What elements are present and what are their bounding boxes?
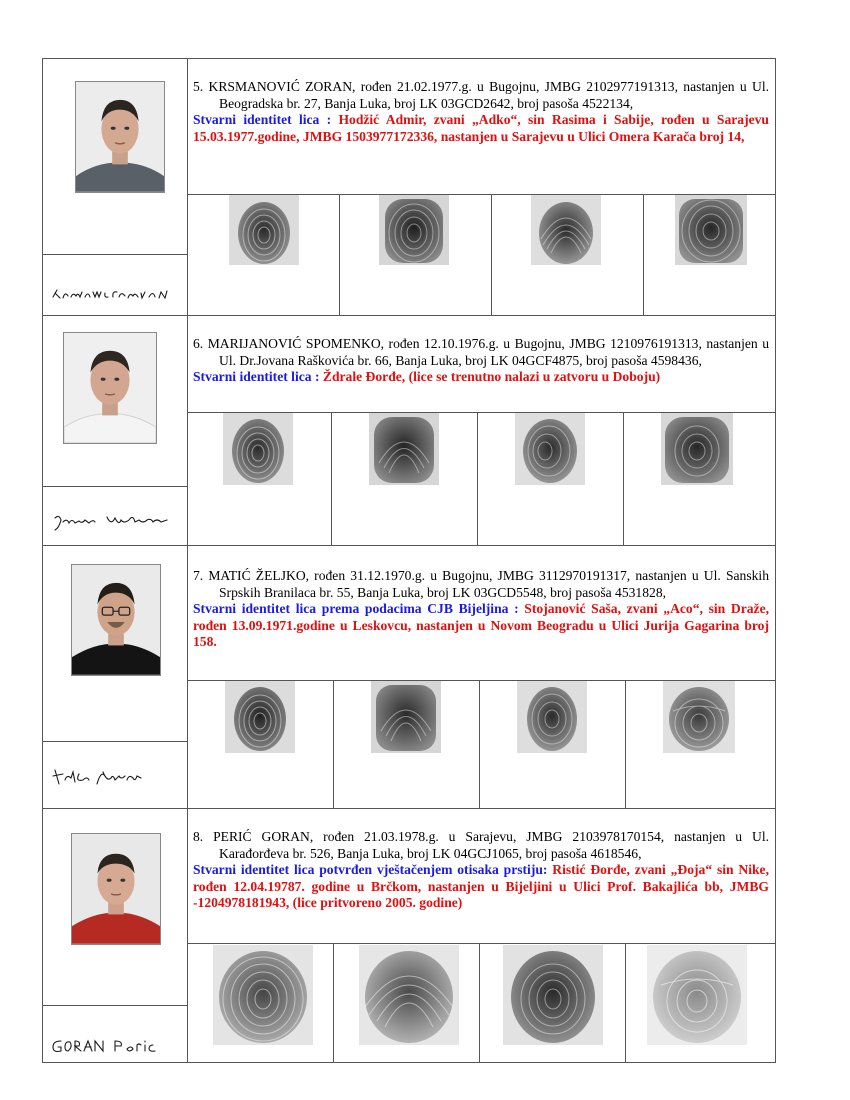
fingerprint-4 <box>661 413 733 485</box>
fingerprint-2 <box>369 413 439 485</box>
record-6 <box>42 315 776 546</box>
fingerprint-3 <box>503 945 603 1045</box>
signature <box>49 508 179 534</box>
record-5 <box>42 58 776 316</box>
signature <box>49 762 179 790</box>
fingerprint-3 <box>531 195 601 265</box>
fingerprint-4 <box>663 681 735 753</box>
identity-label: Stvarni identitet lica prema podacima CJB Bijeljina : <box>193 601 519 617</box>
person-entry: 5. KRSMANOVIĆ ZORAN, rođen 21.02.1977.g. u Bugojnu, JMBG 2102977191313, nastanjen u Ul. Beogradska br. 27, Banja Luka, broj LK 03GCD2642, broj pasoša 4522134, <box>193 79 769 111</box>
identity-label: Stvarni identitet lica potvrđen vještačenjem otisaka prstiju: <box>193 862 548 878</box>
person-entry: 6. MARIJANOVIĆ SPOMENKO, rođen 12.10.1976.g. u Bugojnu, JMBG 1210976191313, nastanjen u Ul. Dr.Jovana Raškovića br. 66, Banja Luka, broj LK 04GCF4875, broj pasoša 4598436, <box>193 336 769 368</box>
person-photo <box>63 332 157 444</box>
person-entry: 8. PERIĆ GORAN, rođen 21.03.1978.g. u Sarajevu, JMBG 2103978170154, nastanjen u Ul. Karađorđeva br. 526, Banja Luka, broj LK 04GCJ1065, broj pasoša 4618546, <box>193 829 769 861</box>
real-identity: Stojanović Saša, zvani „Aco“, sin Draže, rođen 13.09.1971.godine u Leskovcu, nastanjen u Novom Beogradu u Ulici Jurija Gagarina broj 158. <box>193 601 770 650</box>
record-text <box>193 568 769 651</box>
record-text <box>193 336 769 386</box>
fingerprint-3 <box>515 413 585 485</box>
record-7 <box>42 545 776 809</box>
fingerprint-3 <box>517 681 587 753</box>
fingerprint-2 <box>359 945 459 1045</box>
fingerprint-1 <box>225 681 295 753</box>
person-photo <box>71 833 161 945</box>
person-entry: 7. MATIĆ ŽELJKO, rođen 31.12.1970.g. u Bugojnu, JMBG 3112970191317, nastanjen u Ul. Sanskih Srpskih Branilaca br. 55, Banja Luka, broj LK 03GCD5548, broj pasoša 4531828, <box>193 568 769 600</box>
fingerprint-1 <box>213 945 313 1045</box>
real-identity: Hodžić Admir, zvani „Adko“, sin Rasima i Sabije, rođen u Sarajevu 15.03.1977.godine, JMBG 1503977172336, nastanjen u Sarajevu u Ulici Omera Karača broj 14, <box>193 112 769 144</box>
fingerprint-2 <box>379 195 449 265</box>
fingerprint-4 <box>647 945 747 1045</box>
real-identity: Ždrale Đorđe, (lice se trenutno nalazi u zatvoru u Doboju) <box>319 369 661 385</box>
fingerprint-2 <box>371 681 441 753</box>
identity-label: Stvarni identitet lica : <box>193 112 332 128</box>
record-text <box>193 829 769 912</box>
person-photo <box>71 564 161 676</box>
real-identity: Ristić Đorđe, zvani „Đoja“ sin Nike, rođen 12.04.19787. godine u Brčkom, nastanjen u Bijeljini u Ulici Prof. Bakajlića bb, JMBG -1204978181943, (lice pritvoreno 2005. godine) <box>193 862 769 911</box>
signature <box>49 1031 179 1057</box>
person-photo <box>75 81 165 193</box>
record-text <box>193 79 769 145</box>
signature <box>49 281 179 305</box>
fingerprint-1 <box>223 413 293 485</box>
record-8 <box>42 808 776 1063</box>
fingerprint-1 <box>229 195 299 265</box>
identity-label: Stvarni identitet lica : <box>193 369 320 385</box>
fingerprint-4 <box>675 195 747 265</box>
